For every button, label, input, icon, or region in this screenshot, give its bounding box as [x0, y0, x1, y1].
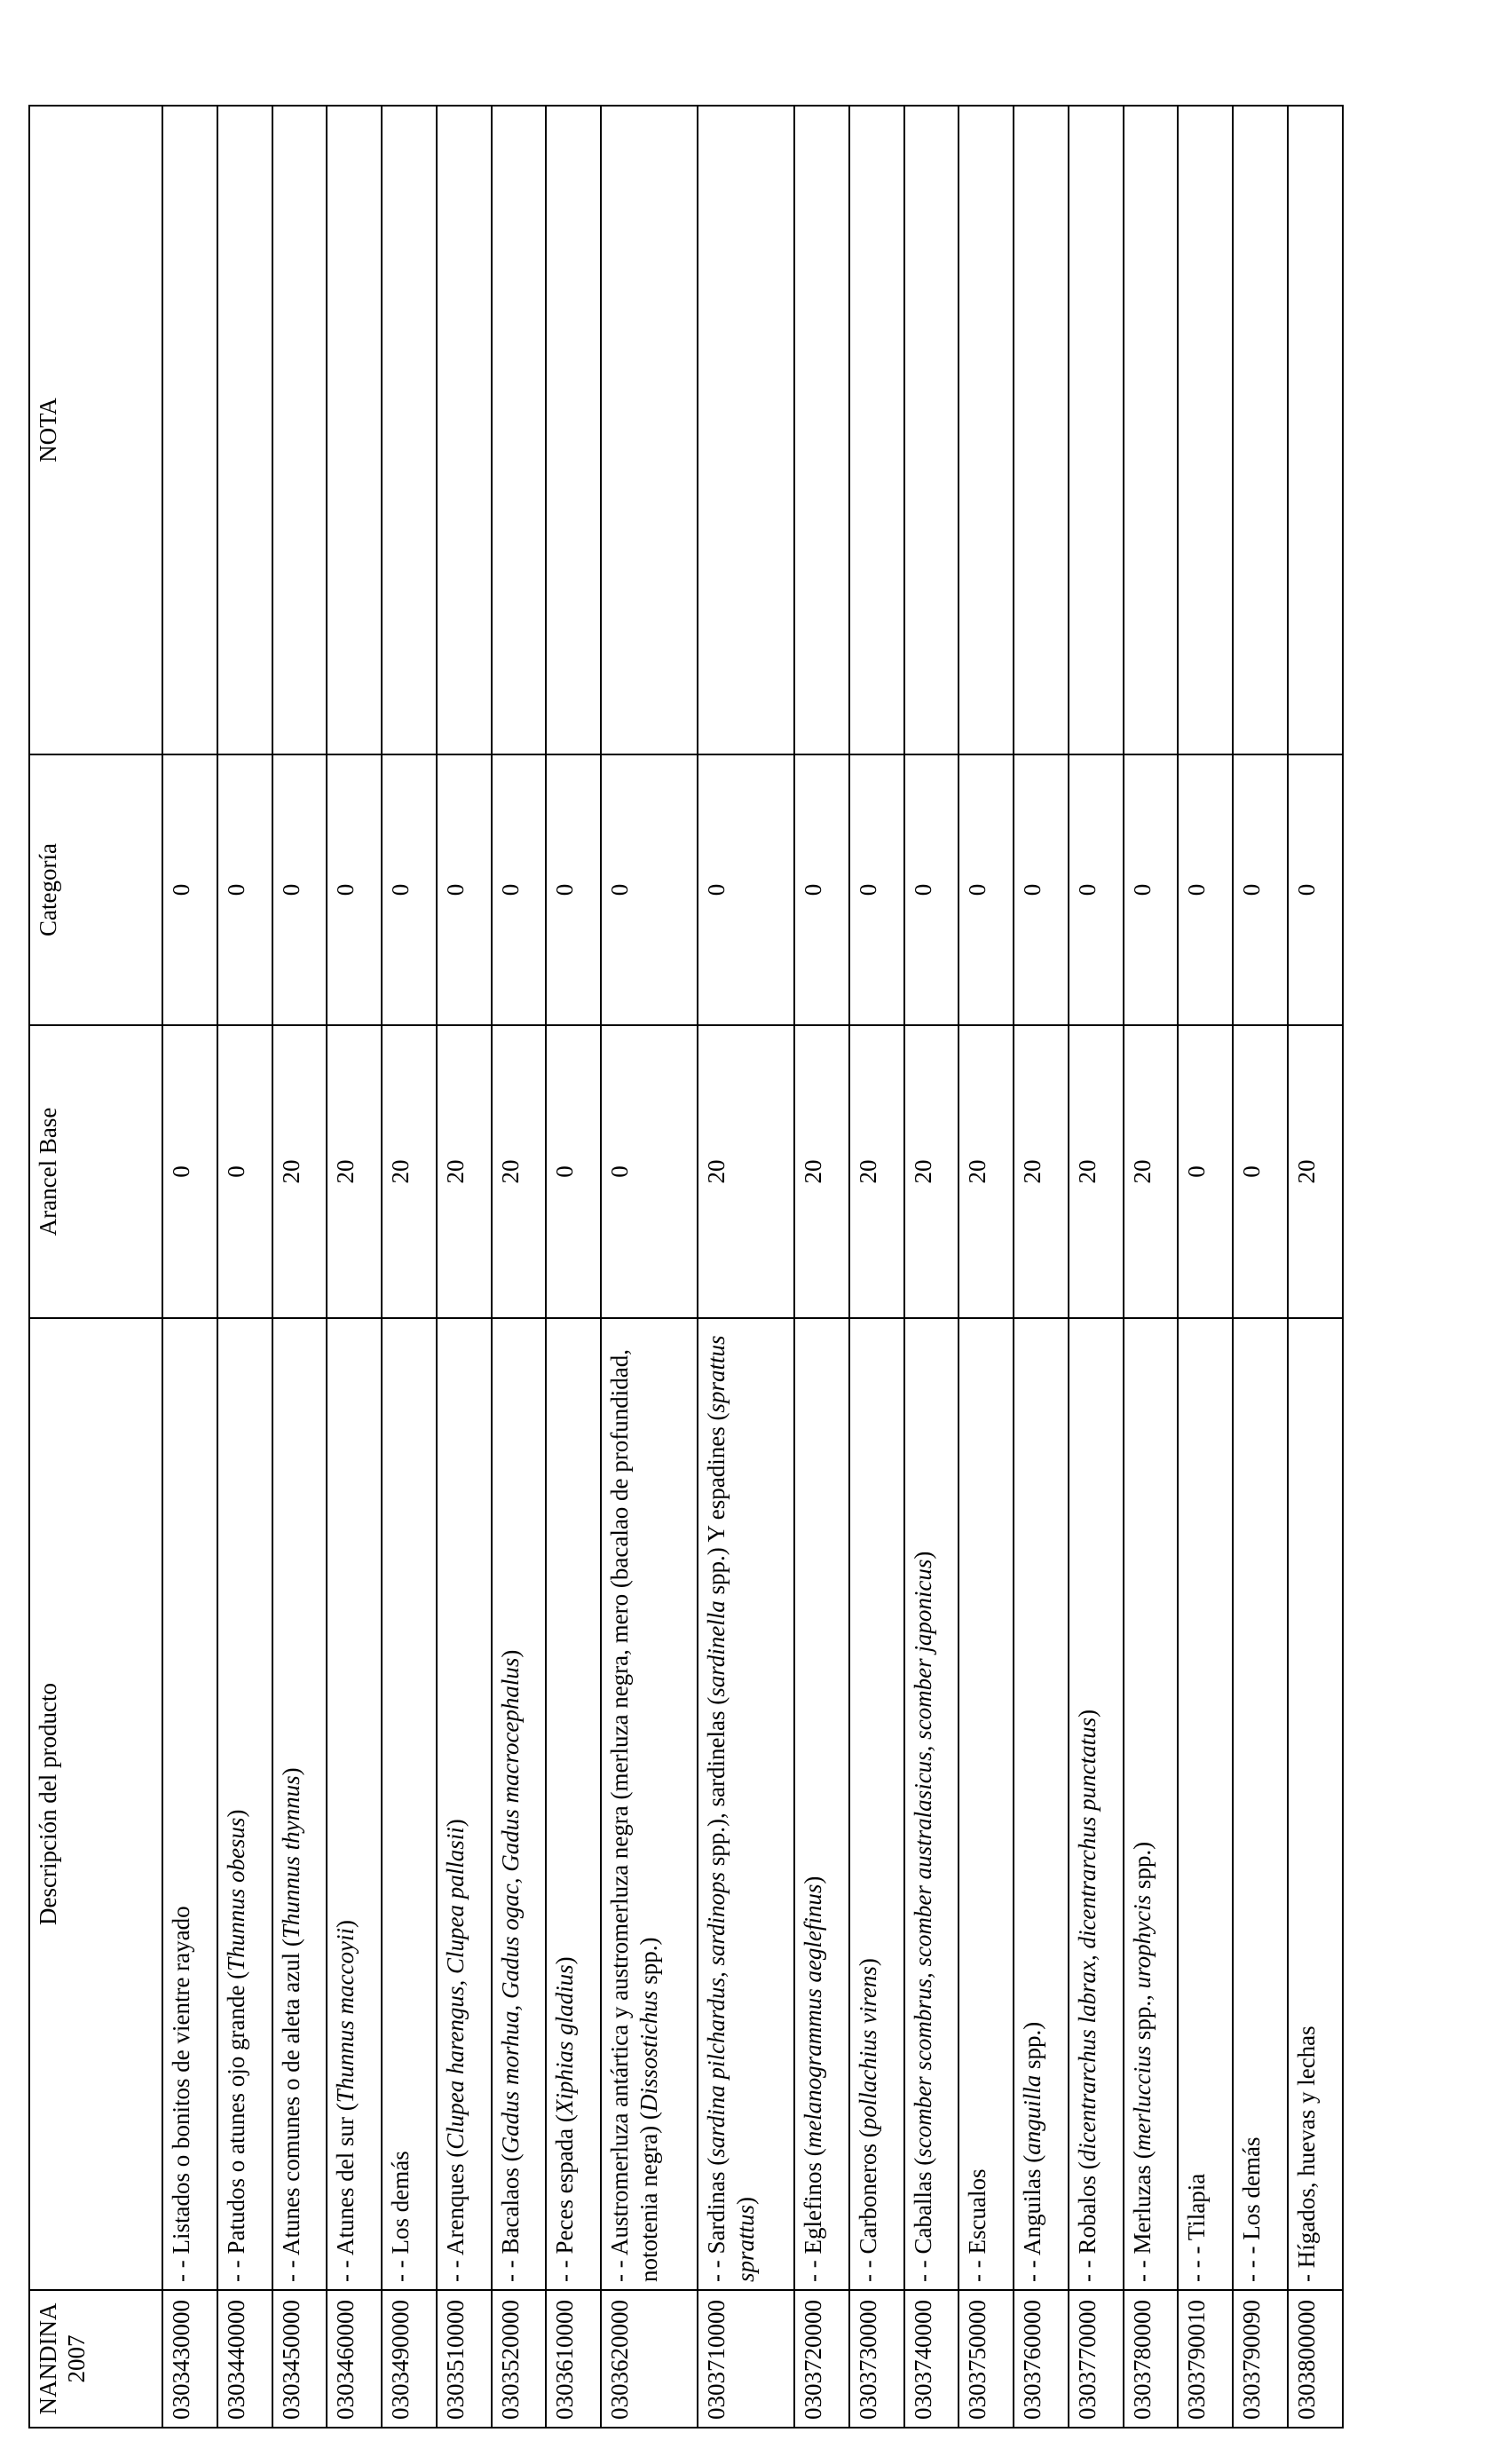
note-cell — [272, 106, 327, 754]
base-tariff-cell: 0 — [217, 1025, 272, 1318]
category-cell: 0 — [1288, 754, 1343, 1025]
table-row — [272, 106, 327, 2428]
note-cell — [794, 106, 849, 754]
note-cell — [327, 106, 382, 754]
description-cell: - - Arenques (Clupea harengus, Clupea pallasii) — [437, 1318, 492, 2290]
description-cell: - - Patudos o atunes ojo grande (Thunnus obesus) — [217, 1318, 272, 2290]
base-tariff-cell: 0 — [1178, 1025, 1233, 1318]
nandina-code-cell: 0303800000 — [1288, 2290, 1343, 2428]
base-tariff-cell: 20 — [382, 1025, 437, 1318]
base-tariff-cell: 0 — [162, 1025, 217, 1318]
description-cell: - - Peces espada (Xiphias gladius) — [546, 1318, 601, 2290]
description-cell: - - Atunes comunes o de aleta azul (Thunnus thynnus) — [272, 1318, 327, 2290]
table-row — [849, 106, 904, 2428]
description-cell: - - Merluzas (merluccius spp., urophycis spp.) — [1124, 1318, 1179, 2290]
note-cell — [217, 106, 272, 754]
note-cell — [601, 106, 698, 754]
table-row — [1178, 106, 1233, 2428]
note-cell — [492, 106, 547, 754]
table-row — [1014, 106, 1069, 2428]
table-body — [162, 106, 1343, 2428]
base-tariff-cell: 0 — [601, 1025, 698, 1318]
note-cell — [382, 106, 437, 754]
nandina-code-cell: 0303430000 — [162, 2290, 217, 2428]
category-cell: 0 — [698, 754, 794, 1025]
base-tariff-cell: 20 — [327, 1025, 382, 1318]
note-cell — [1178, 106, 1233, 754]
description-cell: - - Austromerluza antártica y austromerluza negra (merluza negra, mero (bacalao de profundidad, nototenia negra) (Dissostichus spp.) — [601, 1318, 698, 2290]
nandina-code-cell: 0303740000 — [904, 2290, 959, 2428]
note-cell — [959, 106, 1014, 754]
base-tariff-cell: 20 — [437, 1025, 492, 1318]
nandina-code-cell: 0303780000 — [1124, 2290, 1179, 2428]
category-cell: 0 — [1178, 754, 1233, 1025]
table-row — [1124, 106, 1179, 2428]
category-cell: 0 — [382, 754, 437, 1025]
note-cell — [1069, 106, 1124, 754]
nandina-code-cell: 0303730000 — [849, 2290, 904, 2428]
category-cell: 0 — [1014, 754, 1069, 1025]
category-cell: 0 — [492, 754, 547, 1025]
header-category: Categoría — [29, 754, 162, 1025]
description-cell: - - Listados o bonitos de vientre rayado — [162, 1318, 217, 2290]
description-cell: - - Caballas (scomber scombrus, scomber australasicus, scomber japonicus) — [904, 1318, 959, 2290]
table-row — [904, 106, 959, 2428]
table-row — [1288, 106, 1343, 2428]
nandina-code-cell: 0303790090 — [1233, 2290, 1288, 2428]
base-tariff-cell: 20 — [904, 1025, 959, 1318]
nandina-code-cell: 0303440000 — [217, 2290, 272, 2428]
description-cell: - - Escualos — [959, 1318, 1014, 2290]
table-row — [492, 106, 547, 2428]
description-cell: - - Eglefinos (melanogrammus aeglefinus) — [794, 1318, 849, 2290]
description-cell: - - Carboneros (pollachius virens) — [849, 1318, 904, 2290]
category-cell: 0 — [162, 754, 217, 1025]
base-tariff-cell: 0 — [546, 1025, 601, 1318]
category-cell: 0 — [849, 754, 904, 1025]
tariff-table — [28, 105, 1344, 2428]
note-cell — [1233, 106, 1288, 754]
category-cell: 0 — [546, 754, 601, 1025]
header-note: NOTA — [29, 106, 162, 754]
category-cell: 0 — [437, 754, 492, 1025]
category-cell: 0 — [601, 754, 698, 1025]
table-row — [217, 106, 272, 2428]
nandina-code-cell: 0303750000 — [959, 2290, 1014, 2428]
category-cell: 0 — [327, 754, 382, 1025]
description-cell: - - Bacalaos (Gadus morhua, Gadus ogac, Gadus macrocephalus) — [492, 1318, 547, 2290]
nandina-code-cell: 0303710000 — [698, 2290, 794, 2428]
table-row — [546, 106, 601, 2428]
table-row — [959, 106, 1014, 2428]
description-cell: - Hígados, huevas y lechas — [1288, 1318, 1343, 2290]
table-row — [601, 106, 698, 2428]
table-row — [382, 106, 437, 2428]
table-row — [1233, 106, 1288, 2428]
base-tariff-cell: 20 — [1124, 1025, 1179, 1318]
base-tariff-cell: 20 — [1014, 1025, 1069, 1318]
note-cell — [1014, 106, 1069, 754]
category-cell: 0 — [904, 754, 959, 1025]
nandina-code-cell: 0303460000 — [327, 2290, 382, 2428]
base-tariff-cell: 20 — [492, 1025, 547, 1318]
base-tariff-cell: 20 — [849, 1025, 904, 1318]
note-cell — [162, 106, 217, 754]
table-row — [162, 106, 217, 2428]
category-cell: 0 — [1069, 754, 1124, 1025]
nandina-code-cell: 0303520000 — [492, 2290, 547, 2428]
base-tariff-cell: 20 — [794, 1025, 849, 1318]
nandina-code-cell: 0303720000 — [794, 2290, 849, 2428]
note-cell — [1124, 106, 1179, 754]
nandina-code-cell: 0303490000 — [382, 2290, 437, 2428]
category-cell: 0 — [217, 754, 272, 1025]
nandina-code-cell: 0303450000 — [272, 2290, 327, 2428]
base-tariff-cell: 20 — [1069, 1025, 1124, 1318]
nandina-code-cell: 0303510000 — [437, 2290, 492, 2428]
header-row — [29, 106, 162, 2428]
note-cell — [1288, 106, 1343, 754]
note-cell — [849, 106, 904, 754]
table-row — [327, 106, 382, 2428]
description-cell: - - - Los demás — [1233, 1318, 1288, 2290]
rotated-page — [28, 107, 1344, 2428]
note-cell — [437, 106, 492, 754]
table-row — [1069, 106, 1124, 2428]
table-row — [437, 106, 492, 2428]
note-cell — [904, 106, 959, 754]
nandina-code-cell: 0303610000 — [546, 2290, 601, 2428]
note-cell — [546, 106, 601, 754]
nandina-code-cell: 0303770000 — [1069, 2290, 1124, 2428]
description-cell: - - - Tilapia — [1178, 1318, 1233, 2290]
description-cell: - - Sardinas (sardina pilchardus, sardinops spp.), sardinelas (sardinella spp.) Y espadines (sprattus sprattus) — [698, 1318, 794, 2290]
header-nandina: NANDINA 2007 — [29, 2290, 162, 2428]
base-tariff-cell: 20 — [698, 1025, 794, 1318]
base-tariff-cell: 0 — [1233, 1025, 1288, 1318]
note-cell — [698, 106, 794, 754]
category-cell: 0 — [1233, 754, 1288, 1025]
header-base-tariff: Arancel Base — [29, 1025, 162, 1318]
description-cell: - - Anguilas (anguilla spp.) — [1014, 1318, 1069, 2290]
nandina-code-cell: 0303790010 — [1178, 2290, 1233, 2428]
description-cell: - - Robalos (dicentrarchus labrax, dicentrarchus punctatus) — [1069, 1318, 1124, 2290]
table-row — [698, 106, 794, 2428]
nandina-code-cell: 0303760000 — [1014, 2290, 1069, 2428]
category-cell: 0 — [794, 754, 849, 1025]
description-cell: - - Atunes del sur (Thunnus maccoyii) — [327, 1318, 382, 2290]
category-cell: 0 — [272, 754, 327, 1025]
category-cell: 0 — [1124, 754, 1179, 1025]
table-row — [794, 106, 849, 2428]
base-tariff-cell: 20 — [959, 1025, 1014, 1318]
nandina-code-cell: 0303620000 — [601, 2290, 698, 2428]
category-cell: 0 — [959, 754, 1014, 1025]
base-tariff-cell: 20 — [272, 1025, 327, 1318]
base-tariff-cell: 20 — [1288, 1025, 1343, 1318]
header-description: Descripción del producto — [29, 1318, 162, 2290]
description-cell: - - Los demás — [382, 1318, 437, 2290]
